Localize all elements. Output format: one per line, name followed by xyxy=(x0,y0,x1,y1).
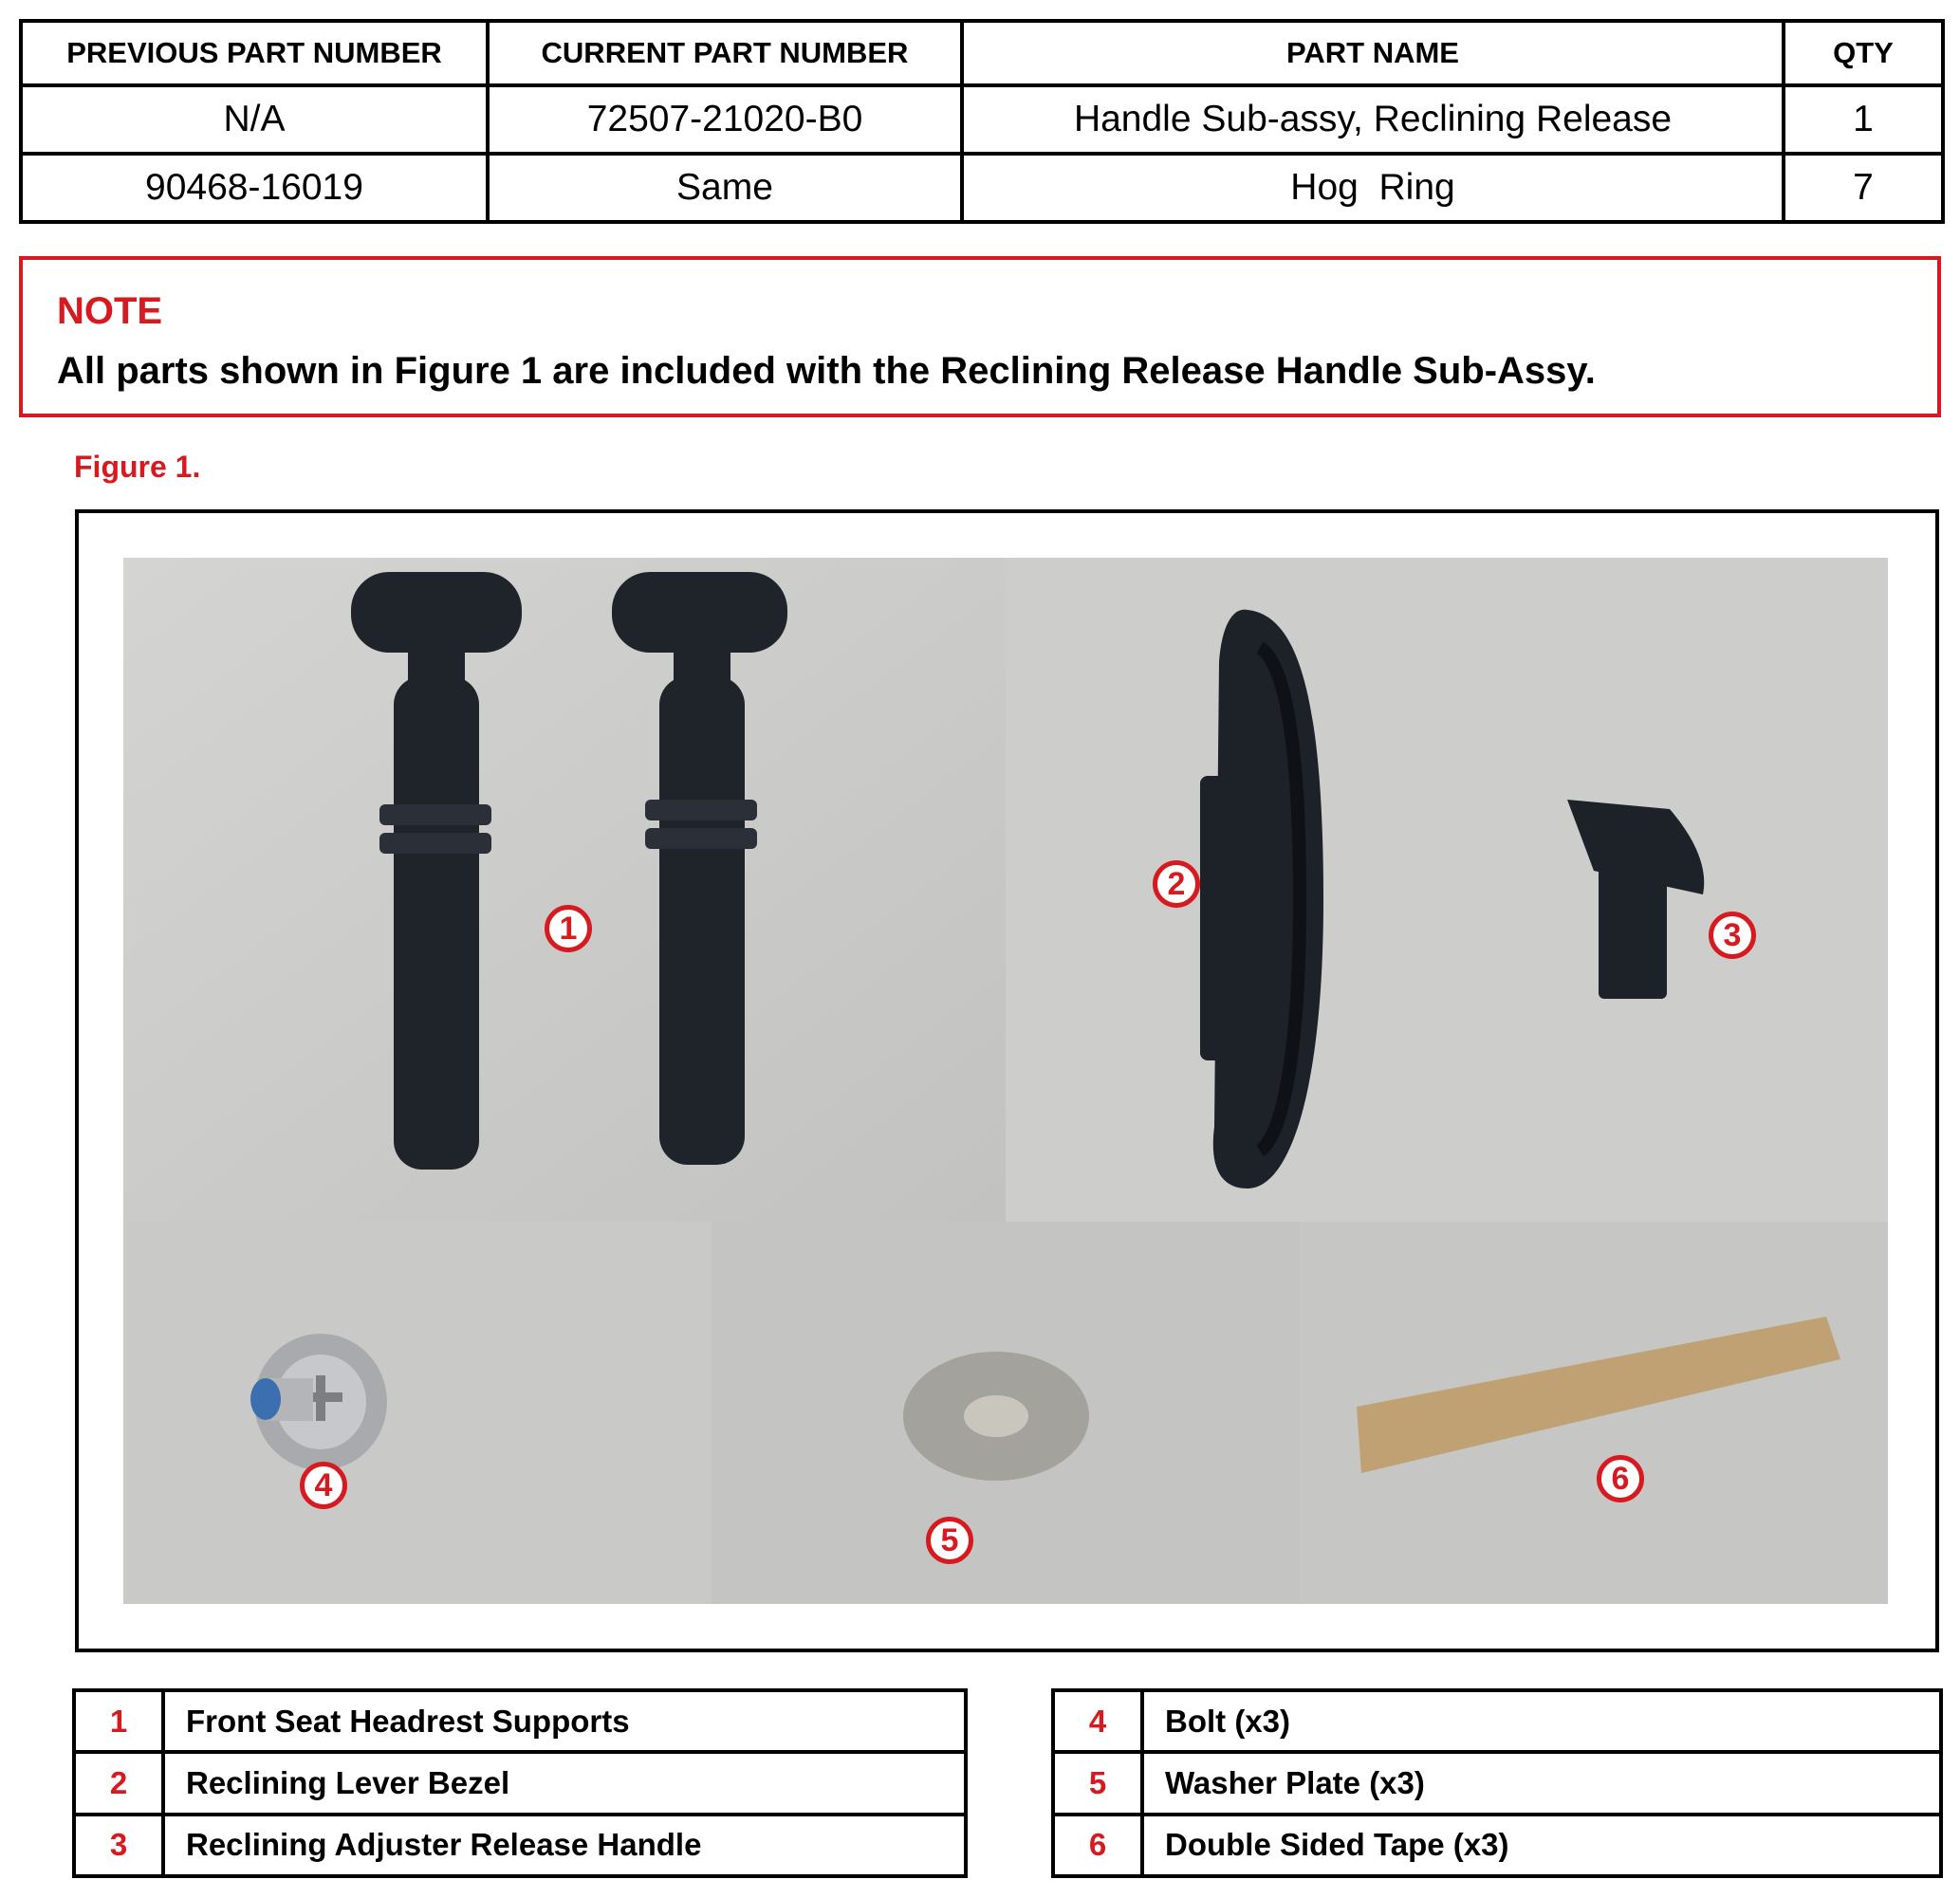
legend-table-right xyxy=(1051,1688,1943,1878)
callout-6: 6 xyxy=(1597,1455,1644,1502)
legend-row xyxy=(74,1815,966,1876)
legend-description: Front Seat Headrest Supports xyxy=(163,1690,966,1752)
legend-number: 5 xyxy=(1053,1752,1142,1814)
cell-previous-part-number: 90468-16019 xyxy=(21,154,488,222)
header-qty: QTY xyxy=(1784,21,1943,85)
callout-5: 5 xyxy=(926,1517,973,1564)
cell-current-part-number: Same xyxy=(488,154,962,222)
cell-part-name: Handle Sub-assy, Reclining Release xyxy=(962,85,1784,154)
table-row xyxy=(21,85,1943,154)
legend-number: 6 xyxy=(1053,1815,1142,1876)
parts-table-header-row xyxy=(21,21,1943,85)
legend-number: 1 xyxy=(74,1690,163,1752)
photo-washer xyxy=(712,1222,1300,1604)
cell-current-part-number: 72507-21020-B0 xyxy=(488,85,962,154)
legend-number: 3 xyxy=(74,1815,163,1876)
legend-row xyxy=(1053,1690,1941,1752)
header-current-part-number: CURRENT PART NUMBER xyxy=(488,21,962,85)
legend-row xyxy=(74,1690,966,1752)
callout-4: 4 xyxy=(300,1462,347,1509)
photo-double-sided-tape xyxy=(1300,1222,1888,1604)
cell-qty: 1 xyxy=(1784,85,1943,154)
legend-row xyxy=(1053,1815,1941,1876)
legend-description: Bolt (x3) xyxy=(1142,1690,1941,1752)
legend-number: 2 xyxy=(74,1752,163,1814)
legend-description: Reclining Lever Bezel xyxy=(163,1752,966,1814)
photo-bolt xyxy=(123,1222,712,1604)
callout-3: 3 xyxy=(1709,912,1756,959)
legend-description: Double Sided Tape (x3) xyxy=(1142,1815,1941,1876)
legend-row xyxy=(74,1752,966,1814)
legend-description: Reclining Adjuster Release Handle xyxy=(163,1815,966,1876)
figure-frame xyxy=(75,509,1939,1652)
photo-bezel-and-release-handle xyxy=(1006,558,1888,1222)
cell-part-name: Hog Ring xyxy=(962,154,1784,222)
legend-number: 4 xyxy=(1053,1690,1142,1752)
note-title: NOTE xyxy=(57,290,163,332)
photo-headrest-supports xyxy=(123,558,1006,1222)
callout-1: 1 xyxy=(545,905,592,952)
header-part-name: PART NAME xyxy=(962,21,1784,85)
legend-description: Washer Plate (x3) xyxy=(1142,1752,1941,1814)
table-row xyxy=(21,154,1943,222)
note-box xyxy=(19,256,1941,417)
legend-table-left xyxy=(72,1688,968,1878)
cell-previous-part-number: N/A xyxy=(21,85,488,154)
header-previous-part-number: PREVIOUS PART NUMBER xyxy=(21,21,488,85)
figure-label: Figure 1. xyxy=(74,450,201,484)
note-text: All parts shown in Figure 1 are included with the Reclining Release Handle Sub-Assy. xyxy=(57,350,1596,392)
callout-2: 2 xyxy=(1153,860,1200,908)
parts-table xyxy=(19,19,1945,224)
legend-row xyxy=(1053,1752,1941,1814)
cell-qty: 7 xyxy=(1784,154,1943,222)
